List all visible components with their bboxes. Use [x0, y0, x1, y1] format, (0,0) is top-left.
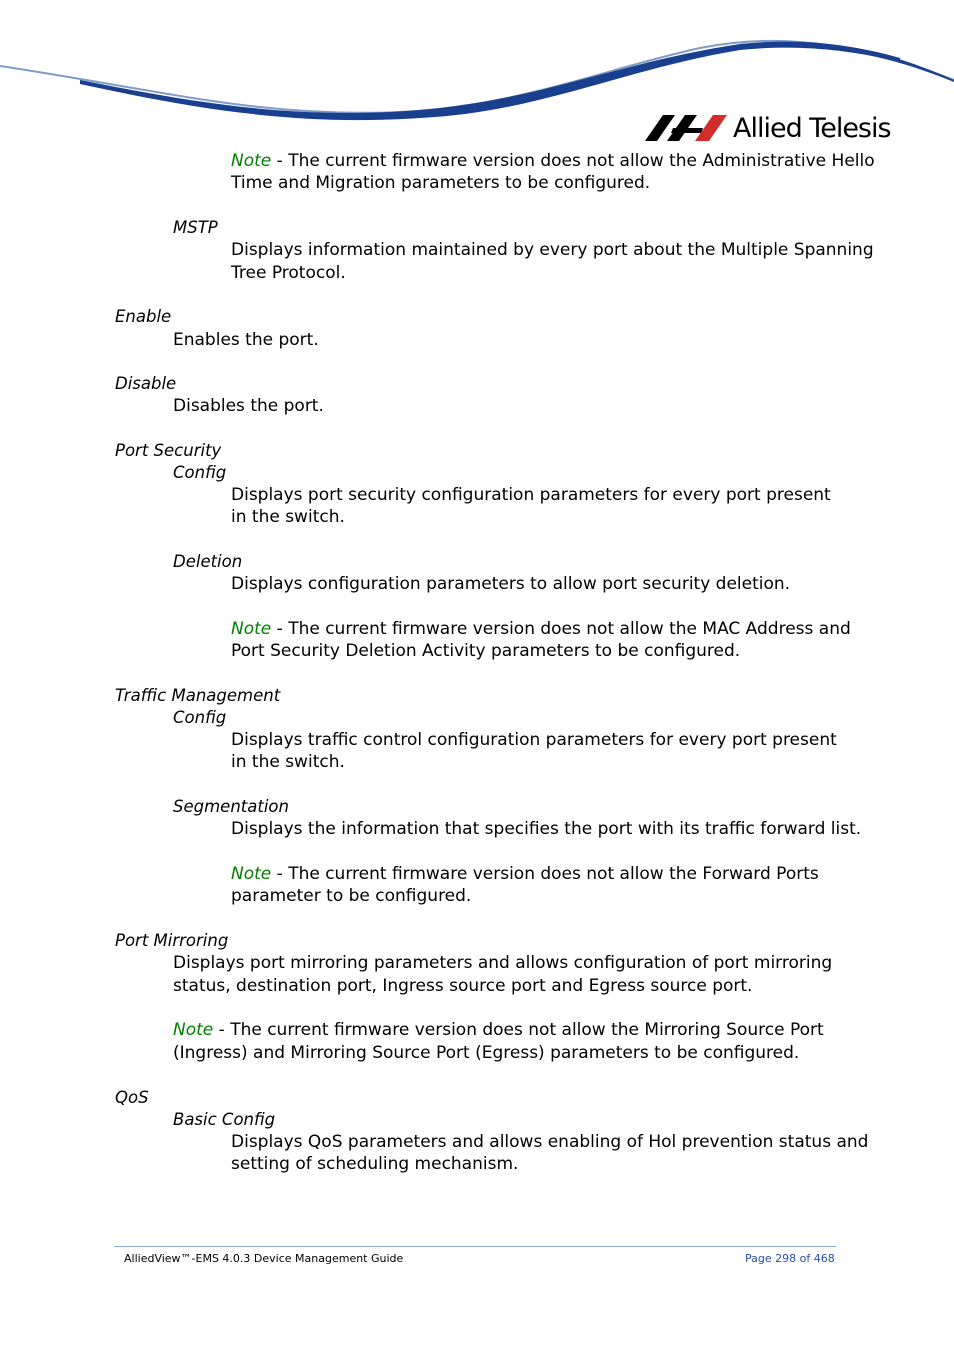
- note-label: Note: [231, 864, 272, 884]
- disable-desc: Disables the port.: [173, 396, 324, 416]
- term-deletion: Deletion: [173, 552, 243, 571]
- mstp-desc-line1: Displays information maintained by every port about the Multiple Spanning: [231, 240, 874, 260]
- term-port-security-config: Config: [173, 463, 227, 482]
- note-paragraph: [231, 618, 851, 641]
- note-text: - The current firmware version does not allow the Mirroring Source Port: [213, 1020, 824, 1040]
- term-traffic-config: Config: [173, 708, 227, 727]
- footer-doc-title: AlliedView™-EMS 4.0.3 Device Management Guide: [124, 1252, 404, 1265]
- brand-name: Allied Telesis: [733, 112, 891, 144]
- footer-divider: [114, 1246, 836, 1247]
- note-text: - The current firmware version does not allow the Forward Ports: [271, 864, 819, 884]
- note-label: Note: [173, 1020, 214, 1040]
- port-security-config-desc-line1: Displays port security configuration parameters for every port present: [231, 485, 831, 505]
- term-disable: Disable: [115, 374, 177, 393]
- note-paragraph: [231, 150, 875, 173]
- term-mstp: MSTP: [173, 218, 218, 237]
- mstp-desc-line2: Tree Protocol.: [231, 263, 346, 283]
- note-text: - The current firmware version does not allow the MAC Address and: [271, 619, 851, 639]
- port-security-config-desc-line2: in the switch.: [231, 507, 345, 527]
- allied-telesis-logo-mark-icon: [645, 115, 727, 141]
- footer-page-number: Page 298 of 468: [745, 1252, 835, 1265]
- allied-telesis-logo: [645, 110, 891, 146]
- note-label: Note: [231, 151, 272, 171]
- traffic-config-desc-line2: in the switch.: [231, 752, 345, 772]
- term-basic-config: Basic Config: [173, 1110, 276, 1129]
- port-mirroring-desc-line1: Displays port mirroring parameters and allows configuration of port mirroring: [173, 953, 833, 973]
- deletion-desc: Displays configuration parameters to allow port security deletion.: [231, 574, 791, 594]
- basic-config-desc-line2: setting of scheduling mechanism.: [231, 1154, 519, 1174]
- note-label: Note: [231, 619, 272, 639]
- term-segmentation: Segmentation: [173, 797, 289, 816]
- enable-desc: Enables the port.: [173, 330, 319, 350]
- segmentation-desc: Displays the information that specifies the port with its traffic forward list.: [231, 819, 862, 839]
- note-text-line: parameter to be configured.: [231, 886, 472, 906]
- term-traffic-management: Traffic Management: [115, 686, 281, 705]
- note-paragraph: [231, 863, 819, 886]
- note-text-line: (Ingress) and Mirroring Source Port (Egress) parameters to be configured.: [173, 1043, 800, 1063]
- note-text: - The current firmware version does not allow the Administrative Hello: [271, 151, 875, 171]
- term-port-security: Port Security: [115, 441, 222, 460]
- port-mirroring-desc-line2: status, destination port, Ingress source port and Egress source port.: [173, 976, 753, 996]
- term-qos: QoS: [115, 1088, 149, 1107]
- term-port-mirroring: Port Mirroring: [115, 931, 229, 950]
- traffic-config-desc-line1: Displays traffic control configuration parameters for every port present: [231, 730, 837, 750]
- note-text-line: Port Security Deletion Activity parameters to be configured.: [231, 641, 741, 661]
- note-paragraph: [173, 1019, 824, 1042]
- term-enable: Enable: [115, 307, 172, 326]
- basic-config-desc-line1: Displays QoS parameters and allows enabling of Hol prevention status and: [231, 1132, 869, 1152]
- note-text-line: Time and Migration parameters to be configured.: [231, 173, 651, 193]
